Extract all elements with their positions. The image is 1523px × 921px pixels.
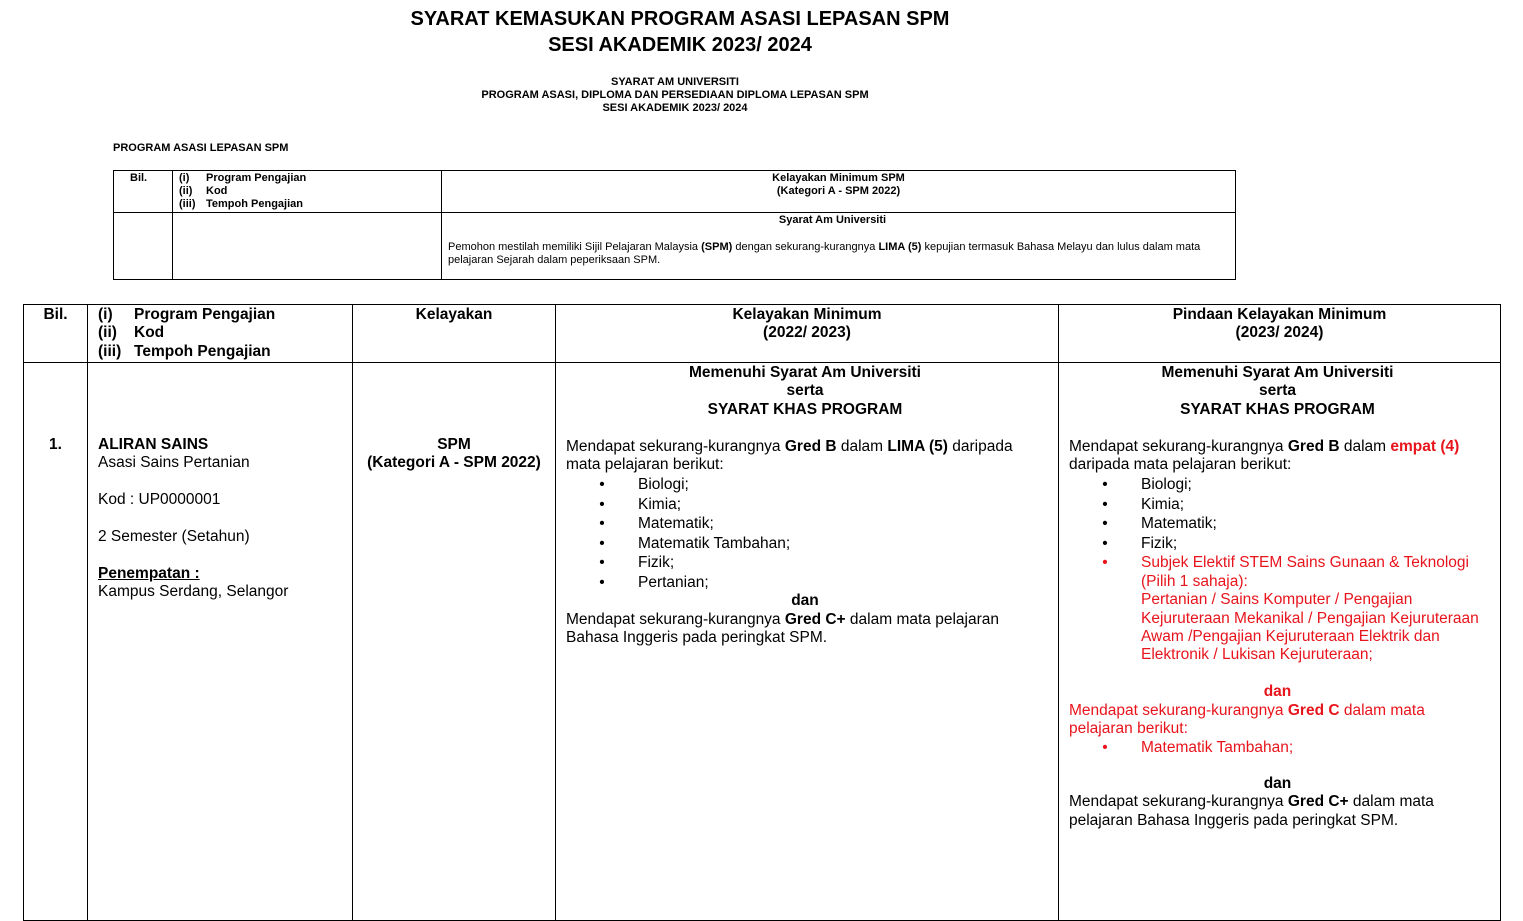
title-line-2: SESI AKADEMIK 2023/ 2024 bbox=[548, 34, 812, 56]
new-english-requirement: Mendapat sekurang-kurangnya Gred C+ dalam mata pelajaran Bahasa Inggeris pada peringkat SPM. bbox=[1069, 793, 1434, 829]
new-grade-b-requirement: Mendapat sekurang-kurangnya Gred B dalam empat (4) daripada mata pelajaran berikut: bbox=[1069, 437, 1460, 474]
list-item: • Fizik; bbox=[1102, 534, 1178, 552]
list-item: • Pertanian; bbox=[599, 573, 709, 591]
document-title bbox=[0, 6, 1360, 58]
old-dan: dan bbox=[791, 592, 819, 610]
program-cell bbox=[88, 363, 353, 921]
header-amendment: Pindaan Kelayakan Minimum (2023/ 2024) bbox=[1059, 305, 1501, 363]
col-requirement-header: Kelayakan Minimum SPM (Kategori A - SPM 2022) bbox=[442, 171, 1236, 213]
qualification-cell bbox=[353, 363, 556, 921]
old-grade-b-requirement: Mendapat sekurang-kurangnya Gred B dalam LIMA (5) daripada mata pelajaran berikut: bbox=[566, 437, 1013, 474]
col-bil-header: Bil. bbox=[114, 171, 173, 213]
program-name: Asasi Sains Pertanian bbox=[98, 454, 250, 472]
general-requirement-text: Pemohon mestilah memiliki Sijil Pelajaran Malaysia (SPM) dengan sekurang-kurangnya LIMA (5) kepujian termasuk Bahasa Melayu dan lulus dalam mata pelajaran Sejarah dalam peperiksaan SPM. bbox=[448, 241, 1201, 266]
new-dan-2: dan bbox=[1263, 774, 1292, 792]
general-requirement-cell bbox=[442, 213, 1236, 280]
new-grade-c-requirement: Mendapat sekurang-kurangnya Gred C dalam mata pelajaran berikut: bbox=[1069, 701, 1425, 738]
program-code: Kod : UP0000001 bbox=[98, 491, 221, 509]
program-requirements-table bbox=[23, 304, 1501, 921]
list-item: • Fizik; bbox=[599, 554, 675, 572]
program-row bbox=[24, 363, 1501, 921]
new-dan-1: dan bbox=[1263, 683, 1292, 701]
list-item: • Kimia; bbox=[599, 495, 682, 513]
new-subject-list bbox=[1069, 475, 1486, 664]
document-subtitle bbox=[0, 76, 1350, 115]
list-item: • Matematik; bbox=[599, 515, 714, 533]
list-item-stem-elective: • Subjek Elektif STEM Sains Gunaan & Teknologi (Pilih 1 sahaja): Pertanian / Sains Komputer / Pengajian Kejuruteraan Mekanikal / Pengajian Kejuruteraan Awam /Pengajian Kejuruteraan Elektrik dan Elektronik / Lukisan Kejuruteraan; bbox=[1102, 554, 1479, 664]
minimum-requirement-cell bbox=[556, 363, 1059, 921]
placement-location: Kampus Serdang, Selangor bbox=[98, 583, 289, 601]
row-bil: 1. bbox=[24, 363, 88, 921]
list-item: • Biologi; bbox=[599, 476, 689, 494]
subtitle-line-2: PROGRAM ASASI, DIPLOMA DAN PERSEDIAAN DIPLOMA LEPASAN SPM bbox=[481, 89, 869, 101]
new-heading: Memenuhi Syarat Am Universiti serta SYARAT KHAS PROGRAM bbox=[1161, 364, 1394, 418]
header-program: (i) Program Pengajian (ii) Kod (iii) Tempoh Pengajian bbox=[88, 305, 353, 363]
general-table-row bbox=[114, 213, 1236, 280]
section-label: PROGRAM ASASI LEPASAN SPM bbox=[113, 142, 289, 154]
general-table-header bbox=[114, 171, 1236, 213]
old-subject-list bbox=[566, 475, 1044, 592]
general-requirement-heading: Syarat Am Universiti bbox=[778, 214, 887, 226]
stream-name: ALIRAN SAINS bbox=[98, 436, 209, 453]
amended-requirement-cell bbox=[1059, 363, 1501, 921]
list-item: • Kimia; bbox=[1102, 495, 1185, 513]
new-grade-c-subject-list bbox=[1069, 738, 1486, 758]
list-item: • Matematik; bbox=[1102, 515, 1217, 533]
list-item: • Matematik Tambahan; bbox=[1102, 739, 1294, 757]
list-item: • Biologi; bbox=[1102, 476, 1192, 494]
main-table-header bbox=[24, 305, 1501, 363]
qualification-line-1: SPM bbox=[437, 436, 471, 453]
header-kelayakan: Kelayakan bbox=[353, 305, 556, 363]
title-line-1: SYARAT KEMASUKAN PROGRAM ASASI LEPASAN SPM bbox=[410, 8, 950, 30]
col-program-header: (i) Program Pengajian (ii) Kod (iii) Tempoh Pengajian bbox=[173, 171, 442, 213]
header-bil: Bil. bbox=[24, 305, 88, 363]
subtitle-line-3: SESI AKADEMIK 2023/ 2024 bbox=[602, 102, 748, 114]
placement-label: Penempatan : bbox=[98, 564, 200, 582]
general-requirements-table bbox=[113, 170, 1236, 280]
old-heading: Memenuhi Syarat Am Universiti serta SYARAT KHAS PROGRAM bbox=[689, 364, 921, 418]
old-english-requirement: Mendapat sekurang-kurangnya Gred C+ dalam mata pelajaran Bahasa Inggeris pada peringkat SPM. bbox=[566, 610, 999, 647]
list-item: • Matematik Tambahan; bbox=[599, 534, 791, 552]
program-duration: 2 Semester (Setahun) bbox=[98, 528, 250, 545]
subtitle-line-1: SYARAT AM UNIVERSITI bbox=[611, 76, 739, 88]
qualification-line-2: (Kategori A - SPM 2022) bbox=[367, 454, 541, 472]
header-minimum: Kelayakan Minimum (2022/ 2023) bbox=[556, 305, 1059, 363]
